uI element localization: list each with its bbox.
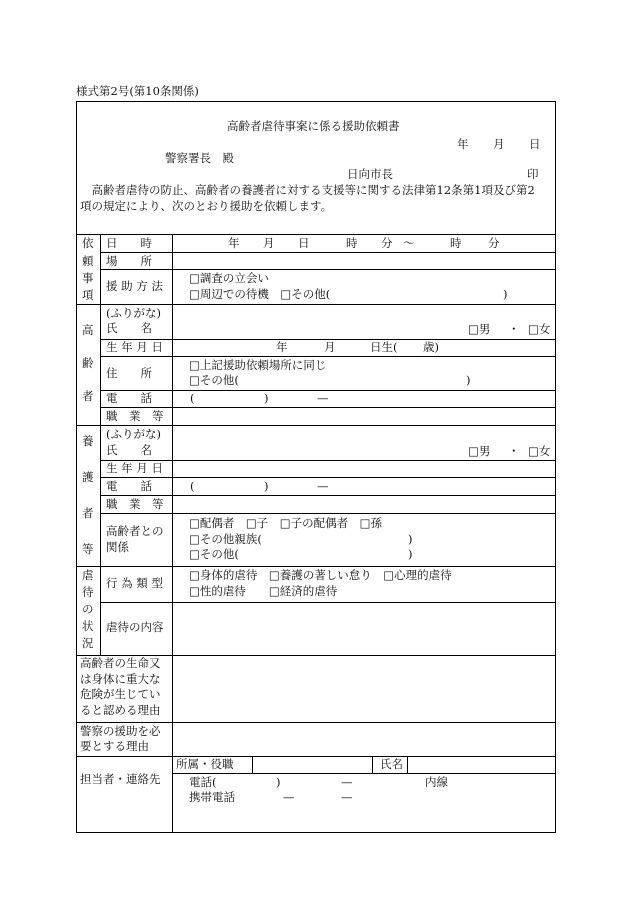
gender-separator: ・	[508, 444, 520, 458]
name-label: 氏 名	[106, 443, 152, 457]
seal-mark: 印	[527, 167, 539, 181]
contact-label: 担当者・連絡先	[80, 772, 161, 786]
side-char: 高	[82, 323, 94, 337]
contact-phone-close-paren: )	[276, 775, 281, 789]
address-option-same[interactable]: □上記援助依頼場所に同じ	[189, 358, 327, 372]
phone-open-paren: (	[190, 391, 195, 405]
phone-label: 電 話	[106, 479, 152, 493]
section-rule	[76, 304, 556, 305]
mobile-label: 携帯電話	[189, 790, 235, 804]
address-option-other[interactable]: □その他(	[189, 373, 239, 387]
phone-dash: —	[317, 479, 329, 493]
address-close-paren: )	[466, 373, 471, 387]
datetime-year: 年	[228, 236, 240, 250]
section-rule	[76, 566, 556, 567]
date-year-label: 年	[457, 137, 469, 151]
relation-close-paren: )	[408, 547, 413, 561]
contact-name-label: 氏名	[380, 757, 403, 771]
gender-separator: ・	[508, 322, 520, 336]
contact-row-rule	[172, 773, 556, 774]
phone-close-paren: )	[264, 479, 269, 493]
place-label: 場 所	[106, 254, 152, 268]
gender-female-checkbox[interactable]: □女	[528, 322, 551, 336]
datetime-tilde: ～	[403, 236, 415, 250]
method-label: 援 助 方 法	[106, 279, 163, 293]
row-rule	[100, 513, 556, 514]
birth-year: 年	[276, 340, 288, 354]
phone-close-paren: )	[264, 391, 269, 405]
birth-month: 月	[324, 340, 336, 354]
contact-phone-dash: —	[341, 775, 353, 789]
table-top-rule	[76, 234, 556, 235]
side-char: 護	[82, 470, 94, 484]
address-label: 住 所	[106, 366, 152, 380]
section-rule	[76, 756, 556, 757]
affiliation-label: 所属・役職	[176, 757, 234, 771]
relation-option-other[interactable]: □その他(	[189, 547, 239, 561]
datetime-minute-end: 分	[488, 236, 500, 250]
sender: 日向市長	[347, 167, 393, 181]
row-rule	[100, 407, 556, 408]
danger-reason-line4: ると認める理由	[80, 703, 161, 717]
datetime-month: 月	[263, 236, 275, 250]
relation-label-line1: 高齢者との	[106, 524, 164, 538]
furigana-label: (ふりがな)	[106, 306, 161, 320]
gender-male-checkbox[interactable]: □男	[468, 444, 491, 458]
side-char: 齢	[82, 356, 94, 370]
birth-day: 日生(	[370, 340, 398, 354]
side-char: 事	[82, 271, 94, 285]
body-text-line2: 項の規定により、次のとおり援助を依頼します。	[80, 199, 333, 213]
occupation-label: 職 業 等	[106, 497, 164, 511]
row-rule	[100, 495, 556, 496]
form-title: 高齢者虐待事案に係る援助依頼書	[227, 119, 400, 133]
row-rule	[100, 252, 556, 253]
gender-female-checkbox[interactable]: □女	[528, 444, 551, 458]
datetime-day: 日	[298, 236, 310, 250]
side-char: 項	[82, 288, 94, 302]
form-number-label: 様式第2号(第10条関係)	[76, 84, 199, 98]
relation-label-line2: 関係	[106, 540, 129, 554]
side-char: 頼	[82, 254, 94, 268]
contact-cell-rule	[252, 756, 253, 773]
datetime-hour: 時	[346, 236, 358, 250]
police-reason-line1: 警察の援助を必	[80, 724, 161, 738]
phone-dash: —	[317, 391, 329, 405]
danger-reason-line2: は身体に重大な	[80, 672, 161, 686]
side-char: 者	[82, 389, 94, 403]
side-char: 待	[82, 585, 94, 599]
method-option-attend[interactable]: □調査の立会い	[189, 271, 269, 285]
date-day-label: 日	[529, 137, 541, 151]
datetime-label: 日 時	[106, 236, 152, 250]
date-month-label: 月	[493, 137, 505, 151]
row-rule	[100, 356, 556, 357]
side-char: 養	[82, 434, 94, 448]
side-char: 者	[82, 506, 94, 520]
side-char: 状	[82, 619, 94, 633]
side-char: 依	[82, 236, 94, 250]
section-rule	[76, 425, 556, 426]
relation-options-line1[interactable]: □配偶者 □子 □子の配偶者 □孫	[189, 516, 382, 530]
contact-cell-rule	[407, 756, 408, 773]
birthdate-label: 生 年 月 日	[106, 461, 163, 475]
body-text-line1: 高齢者虐待の防止、高齢者の養護者に対する支援等に関する法律第12条第1項及び第2	[80, 183, 535, 197]
side-column-rule	[100, 234, 101, 656]
relation-close-paren: )	[408, 532, 413, 546]
row-rule	[100, 477, 556, 478]
act-type-options-line1[interactable]: □身体的虐待 □養護の著しい怠り □心理的虐待	[189, 568, 452, 582]
birthdate-label: 生 年 月 日	[106, 340, 163, 354]
method-option-wait[interactable]: □周辺での待機 □その他(	[189, 287, 331, 301]
act-type-label: 行 為 類 型	[106, 576, 163, 590]
row-rule	[100, 602, 556, 603]
phone-open-paren: (	[190, 479, 195, 493]
side-char: の	[82, 602, 94, 616]
label-column-rule	[172, 234, 173, 833]
birth-age: 歳)	[423, 340, 439, 354]
act-type-options-line2[interactable]: □性的虐待 □経済的虐待	[189, 584, 338, 598]
mobile-dash: —	[341, 790, 353, 804]
gender-male-checkbox[interactable]: □男	[468, 322, 491, 336]
datetime-hour-end: 時	[450, 236, 462, 250]
occupation-label: 職 業 等	[106, 409, 164, 423]
mobile-dash: —	[283, 790, 295, 804]
phone-label: 電 話	[106, 391, 152, 405]
extension-label: 内線	[425, 775, 448, 789]
method-close-paren: )	[503, 287, 508, 301]
contact-cell-rule	[372, 756, 373, 773]
relation-option-other-relative[interactable]: □その他親族(	[189, 532, 262, 546]
furigana-label: (ふりがな)	[106, 427, 161, 441]
datetime-minute: 分	[381, 236, 393, 250]
name-label: 氏 名	[106, 321, 152, 335]
abuse-content-label: 虐待の内容	[106, 620, 164, 634]
section-rule	[76, 722, 556, 723]
side-char: 等	[82, 542, 94, 556]
contact-phone-label: 電話(	[189, 775, 217, 789]
row-rule	[100, 460, 556, 461]
addressee: 警察署長 殿	[165, 151, 234, 165]
side-char: 況	[82, 636, 94, 650]
side-char: 虐	[82, 568, 94, 582]
danger-reason-line1: 高齢者の生命又	[80, 656, 161, 670]
police-reason-line2: 要とする理由	[80, 739, 149, 753]
danger-reason-line3: 危険が生じてい	[80, 687, 161, 701]
row-rule	[100, 269, 556, 270]
